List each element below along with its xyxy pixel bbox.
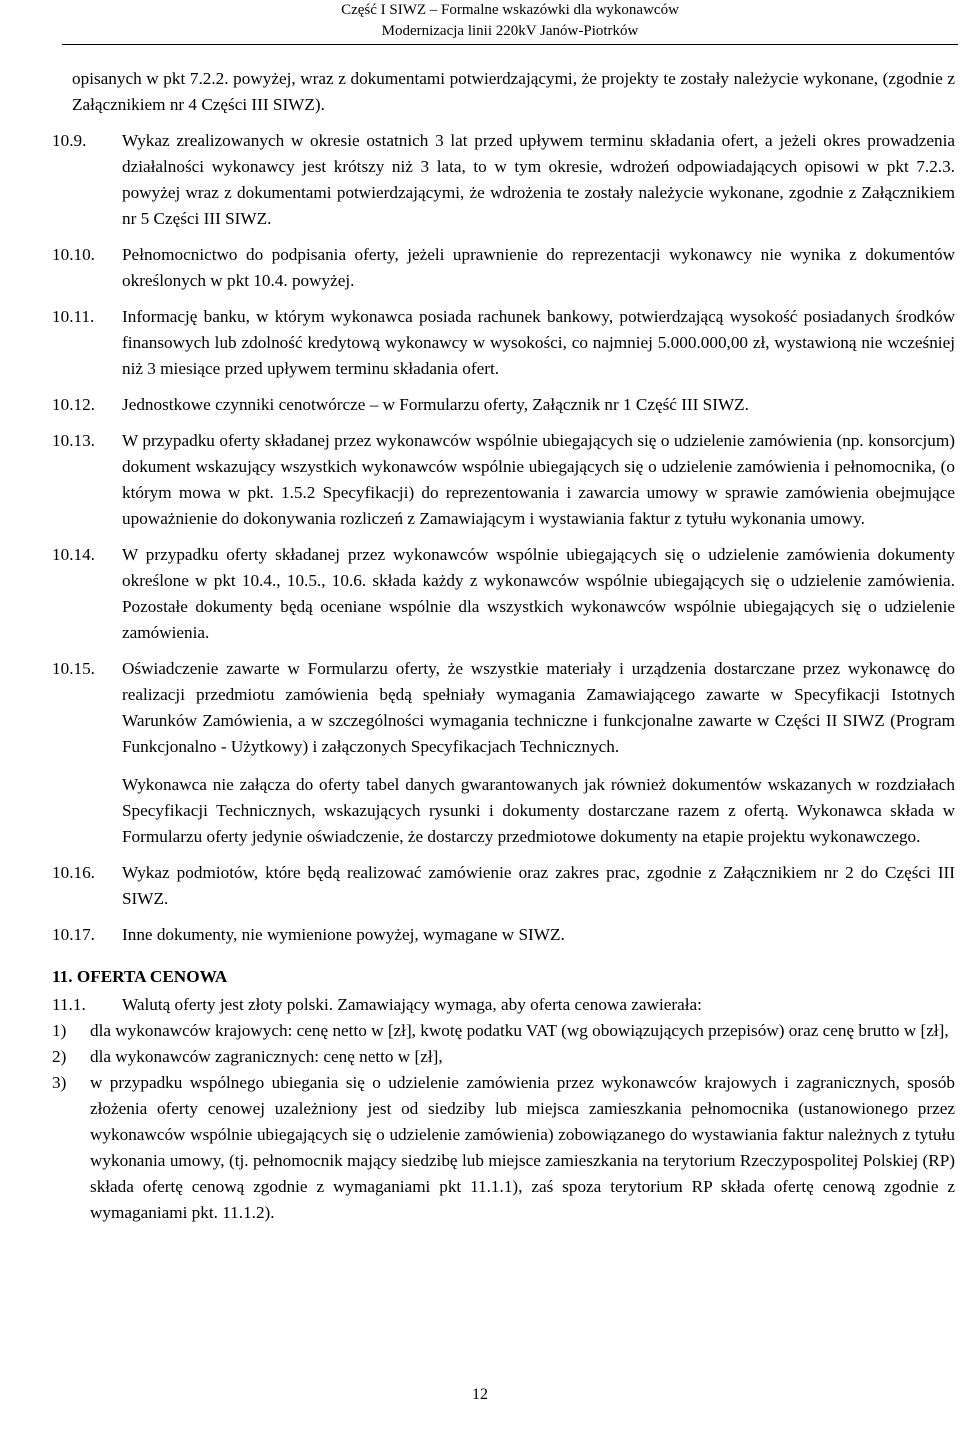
item-text: Inne dokumenty, nie wymienione powyżej, wymagane w SIWZ. bbox=[122, 925, 565, 944]
item-number: 10.9. bbox=[52, 131, 87, 150]
sub-item-11-1 bbox=[52, 992, 955, 1018]
item-10-11 bbox=[52, 304, 955, 382]
section-heading: 11. OFERTA CENOWA bbox=[52, 967, 228, 986]
header-divider bbox=[62, 44, 958, 45]
item-10-17 bbox=[52, 922, 955, 948]
items-list-a bbox=[52, 128, 955, 948]
item-10-16 bbox=[52, 860, 955, 912]
intro-paragraph: opisanych w pkt 7.2.2. powyżej, wraz z dokumentami potwierdzającymi, że projekty te zostały należycie wykonane, (zgodnie z Załącznikiem nr 4 Części III SIWZ). bbox=[72, 69, 955, 114]
sub-item-number: 11.1. bbox=[52, 995, 86, 1014]
list-item bbox=[52, 1044, 955, 1070]
list-item-text: dla wykonawców krajowych: cenę netto w [zł], kwotę podatku VAT (wg obowiązujących przepisów) oraz cenę brutto w [zł], bbox=[90, 1021, 949, 1040]
item-number: 10.14. bbox=[52, 545, 95, 564]
item-text: Jednostkowe czynniki cenotwórcze – w Formularzu oferty, Załącznik nr 1 Część III SIWZ. bbox=[122, 395, 749, 414]
item-10-13 bbox=[52, 428, 955, 532]
item-number: 10.15. bbox=[52, 659, 95, 678]
item-10-10 bbox=[52, 242, 955, 294]
sub-item-text: Walutą oferty jest złoty polski. Zamawiający wymaga, aby oferta cenowa zawierała: bbox=[122, 995, 702, 1014]
item-number: 10.16. bbox=[52, 863, 95, 882]
item-text: Informację banku, w którym wykonawca posiada rachunek bankowy, potwierdzającą wysokość posiadanych środków finansowych lub zdolność kredytową wykonawcy w wysokości, co najmniej 5.000.000,00 zł, wystawioną nie wcześniej niż 3 miesiące przed upływem terminu składania ofert. bbox=[122, 307, 955, 378]
list-item bbox=[52, 1070, 955, 1226]
item-text: Pełnomocnictwo do podpisania oferty, jeżeli uprawnienie do reprezentacji wykonawcy nie wynika z dokumentów określonych w pkt 10.4. powyżej. bbox=[122, 245, 955, 290]
item-number: 10.10. bbox=[52, 245, 95, 264]
list-item-number: 3) bbox=[52, 1073, 67, 1092]
item-number: 10.11. bbox=[52, 307, 95, 326]
item-10-14 bbox=[52, 542, 955, 646]
list-item bbox=[52, 1018, 955, 1044]
item-text: W przypadku oferty składanej przez wykonawców wspólnie ubiegających się o udzielenie zamówienia dokumenty określone w pkt 10.4., 10.5., 10.6. składa każdy z wykonawców wspólnie ubiegających się o udzielenie zamówienia. Pozostałe dokumenty będą oceniane wspólnie dla wszystkich wykonawców wspólnie ubiegających się o udzielenie zamówienia. bbox=[122, 545, 955, 642]
list-item-number: 2) bbox=[52, 1047, 67, 1066]
item-text: W przypadku oferty składanej przez wykonawców wspólnie ubiegających się o udzielenie zamówienia (np. konsorcjum) dokument wskazujący wszystkich wykonawców wspólnie ubiegających się o udzielenie zamówienia i pełnomocnika, (o którym mowa w pkt. 1.5.2 Specyfikacji) do reprezentowania i zawarcia umowy w sprawie zamówienia obejmujące upoważnienie do dokonywania rozliczeń z Zamawiającym i wystawiania faktur z tytułu wykonania umowy. bbox=[122, 431, 955, 528]
item-number: 10.17. bbox=[52, 925, 95, 944]
price-requirements-list bbox=[52, 1018, 955, 1226]
page-number: 12 bbox=[472, 1386, 488, 1403]
item-text: Wykaz zrealizowanych w okresie ostatnich 3 lat przed upływem terminu składania ofert, a jeżeli okres prowadzenia działalności wykonawcy jest krótszy niż 3 lata, to w tym okresie, wdrożeń odpowiadających opisowi w pkt 7.2.3. powyżej wraz z dokumentami potwierdzającymi, że wdrożenia te zostały należycie wykonane, zgodnie z Załącznikiem nr 5 Części III SIWZ. bbox=[122, 131, 955, 228]
item-10-9 bbox=[52, 128, 955, 232]
page-header bbox=[0, 0, 960, 42]
item-10-15-extra: Wykonawca nie załącza do oferty tabel danych gwarantowanych jak również dokumentów wskazanych w rozdziałach Specyfikacji Technicznych, wskazujących rysunki i dokumenty dostarczane razem z ofertą. Wykonawca składa w Formularzu oferty jedynie oświadczenie, że dostarczy przedmiotowe dokumenty na etapie projektu wykonawczego. bbox=[122, 775, 955, 846]
list-item-text: w przypadku wspólnego ubiegania się o udzielenie zamówienia przez wykonawców krajowych i zagranicznych, sposób złożenia oferty cenowej uzależniony jest od siedziby lub miejsca zamieszkania pełnomocnika (ustanowionego przez wykonawców wspólnie ubiegających się o udzielenie zamówienia) zobowiązanego do wystawiania faktur należnych z tytułu wykonania umowy, (tj. pełnomocnik mający siedzibę lub miejsce zamieszkania na terytorium Rzeczypospolitej Polskiej (RP) składa ofertę cenową zgodnie z wymaganiami pkt 11.1.1), zaś spoza terytorium RP składa ofertę cenową zgodnie z wymaganiami pkt. 11.1.2). bbox=[90, 1073, 955, 1222]
list-item-number: 1) bbox=[52, 1021, 67, 1040]
item-text: Oświadczenie zawarte w Formularzu oferty, że wszystkie materiały i urządzenia dostarczane przez wykonawcę do realizacji przedmiotu zamówienia będą spełniały wymagania Zamawiającego zawarte w Specyfikacji Istotnych Warunków Zamówienia, a w szczególności wymagania techniczne i funkcjonalne zawarte w Części II SIWZ (Program Funkcjonalno - Użytkowy) i załączonych Specyfikacjach Technicznych. bbox=[122, 659, 955, 756]
document-body bbox=[52, 66, 955, 1226]
item-text: Wykaz podmiotów, które będą realizować zamówienie oraz zakres prac, zgodnie z Załącznikiem nr 2 do Części III SIWZ. bbox=[122, 863, 955, 908]
item-10-15 bbox=[52, 656, 955, 850]
item-number: 10.13. bbox=[52, 431, 95, 450]
item-number: 10.12. bbox=[52, 395, 95, 414]
header-subtitle: Modernizacja linii 220kV Janów-Piotrków bbox=[381, 23, 639, 39]
item-10-12 bbox=[52, 392, 955, 418]
list-item-text: dla wykonawców zagranicznych: cenę netto w [zł], bbox=[90, 1047, 443, 1066]
header-title: Część I SIWZ – Formalne wskazówki dla wykonawców bbox=[341, 2, 679, 18]
